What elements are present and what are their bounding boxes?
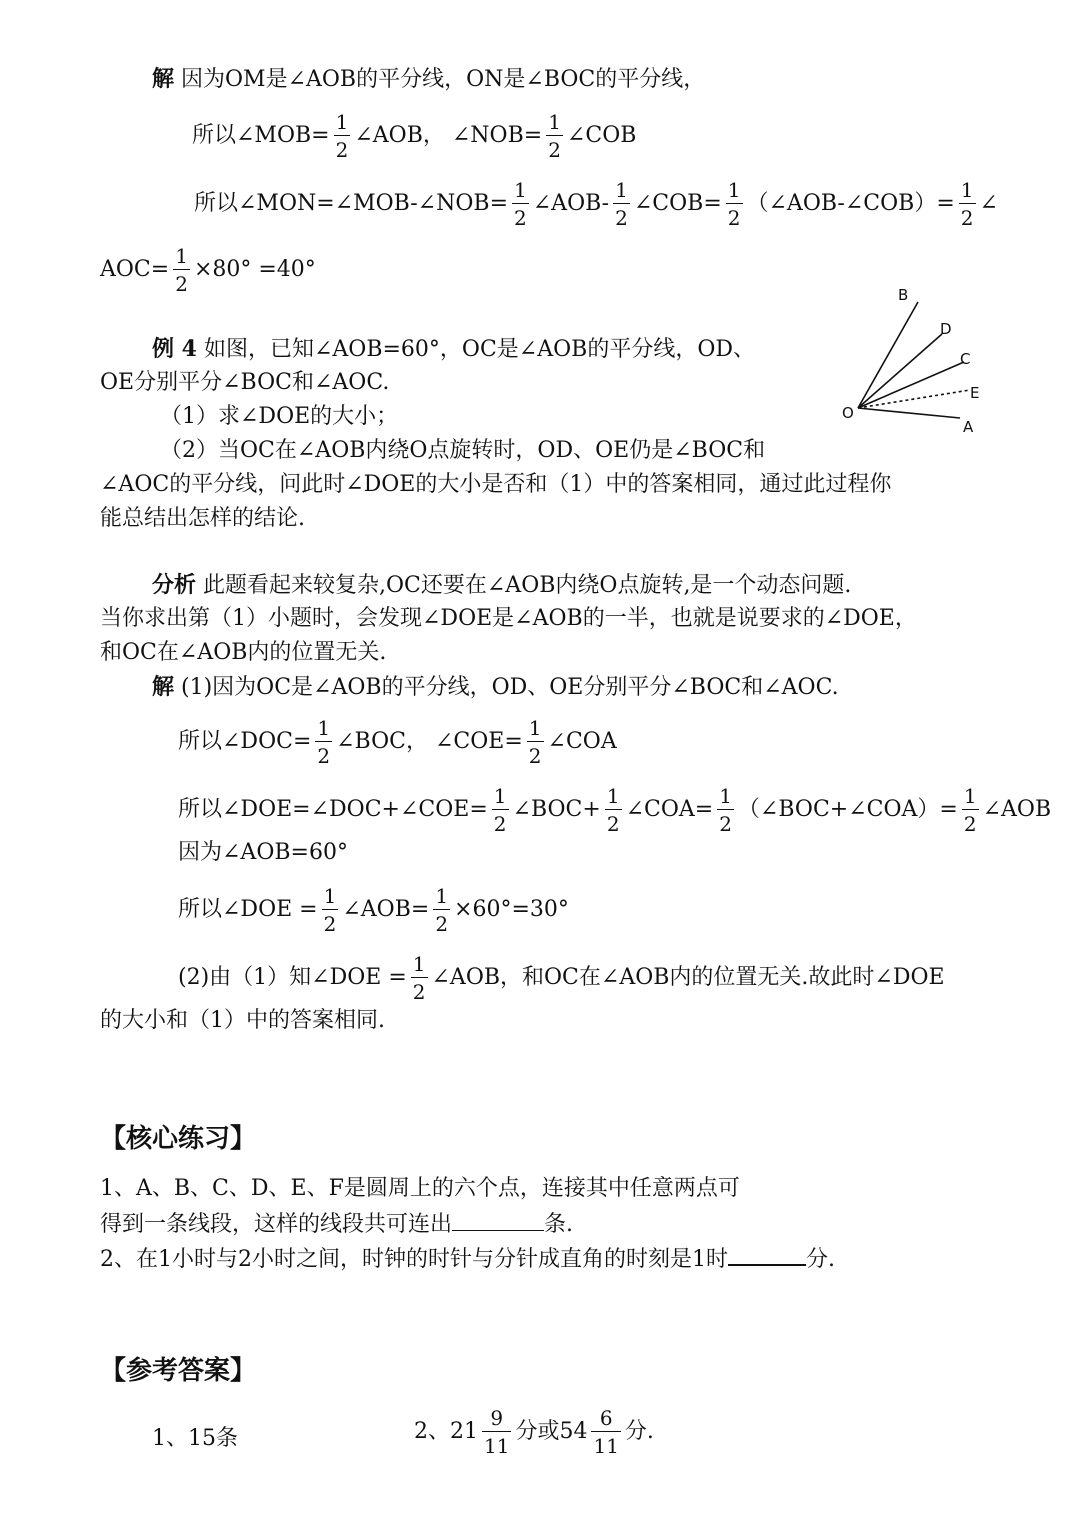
- equation-text: ∠BOC， ∠COE=: [336, 729, 523, 754]
- fraction-half: $\frac{1}{2}$: [514, 178, 527, 230]
- fraction-half: $\frac{1}{2}$: [412, 952, 426, 1004]
- question-2-line-1: （2）当OC在∠AOB内绕O点旋转时，OD、OE仍是∠BOC和: [160, 438, 766, 463]
- ray-ob: [858, 302, 918, 408]
- solution-4-line-4: 因为∠AOB=60°: [178, 840, 348, 865]
- practice-text: 得到一条线段，这样的线段共可连出: [100, 1212, 453, 1237]
- solution-4-line-1: [152, 672, 839, 703]
- answer-text: 2、: [414, 1419, 450, 1444]
- fraction-half: $\frac{1}{2}$: [548, 110, 561, 162]
- solution-label: 解: [152, 66, 175, 92]
- equation-text: 所以∠MON=∠MOB-∠NOB=: [194, 191, 509, 216]
- equation-text: 所以∠DOC=: [178, 729, 312, 754]
- analysis-text: 此题看起来较复杂,OC还要在∠AOB内绕O点旋转,是一个动态问题.: [203, 573, 852, 598]
- practice-1-line-2: [100, 1208, 573, 1240]
- fraction-half: $\frac{1}{2}$: [335, 110, 349, 162]
- question-1: （1）求∠DOE的大小；: [160, 404, 399, 429]
- solution-3-line-1: [152, 64, 705, 95]
- analysis-line-3: 和OC在∠AOB内的位置无关.: [100, 640, 387, 665]
- fraction-half: $\frac{1}{2}$: [528, 716, 542, 768]
- practice-text: 2、在1小时与2小时之间，时钟的时针与分针成直角的时刻是1时: [100, 1247, 728, 1272]
- fraction-half: $\frac{1}{2}$: [435, 884, 449, 936]
- equation-text: （∠AOB-∠COB）=: [746, 191, 955, 216]
- solution-3-line-3: [194, 180, 998, 228]
- answer-2-expression: [414, 1408, 654, 1456]
- solution-4-line-5: [178, 886, 569, 934]
- analysis-line-1: [152, 570, 851, 601]
- fraction-answer: $\frac{9}{11}$: [484, 1406, 510, 1458]
- analysis-label: 分析: [152, 572, 197, 598]
- answers-heading: 【参考答案】: [100, 1356, 257, 1386]
- fraction-half: $\frac{1}{2}$: [606, 784, 620, 836]
- answer-text: 54: [559, 1419, 588, 1444]
- equation-text: ∠AOB，和OC在∠AOB内的位置无关.故此时∠DOE: [431, 965, 945, 990]
- solution-3-line-2: [192, 112, 636, 160]
- label-c: C: [960, 350, 971, 368]
- practice-text: 条.: [544, 1212, 574, 1237]
- equation-text: ∠AOB: [982, 797, 1052, 822]
- equation-text: (2)由（1）知∠DOE =: [178, 965, 407, 990]
- practice-text: 分.: [806, 1247, 835, 1272]
- equation-text: 所以∠MOB=: [192, 123, 330, 148]
- answer-text: 分或: [515, 1419, 560, 1444]
- answer-text: 分.: [624, 1419, 654, 1444]
- equation-text: ∠COB=: [633, 191, 722, 216]
- equation-text: ∠COA: [547, 729, 617, 754]
- label-d: D: [940, 320, 952, 338]
- fraction-half: $\frac{1}{2}$: [317, 716, 331, 768]
- example-4-line-2: OE分别平分∠BOC和∠AOC.: [100, 370, 390, 395]
- equation-text: ∠BOC+: [512, 797, 601, 822]
- equation-text: ×60°=30°: [454, 897, 569, 922]
- solution-label: 解: [152, 674, 175, 700]
- solution-4-line-7: 的大小和（1）中的答案相同.: [100, 1008, 385, 1033]
- equation-text: ∠COA=: [625, 797, 714, 822]
- fraction-half: $\frac{1}{2}$: [963, 784, 977, 836]
- equation-text: ×80° =40°: [193, 257, 316, 282]
- question-2-line-3: 能总结出怎样的结论.: [100, 506, 305, 531]
- equation-text: AOC=: [100, 257, 170, 282]
- example-4-line-1: [152, 334, 755, 365]
- fraction-half: $\frac{1}{2}$: [960, 178, 974, 230]
- example-label: 例 4: [152, 336, 197, 362]
- equation-text: ∠: [979, 191, 998, 216]
- answer-1: 1、15条: [152, 1426, 238, 1451]
- angle-figure: [830, 280, 1000, 440]
- answer-2: [414, 1408, 654, 1456]
- label-a: A: [963, 418, 974, 436]
- equation-text: 所以∠DOE=∠DOC+∠COE=: [178, 797, 488, 822]
- analysis-line-2: 当你求出第（1）小题时，会发现∠DOE是∠AOB的一半，也就是说要求的∠DOE，: [100, 606, 917, 631]
- fraction-half: $\frac{1}{2}$: [727, 178, 741, 230]
- fraction-half: $\frac{1}{2}$: [719, 784, 732, 836]
- answer-blank[interactable]: [728, 1242, 806, 1266]
- fraction-half: $\frac{1}{2}$: [493, 784, 507, 836]
- solution-text: 因为OM是∠AOB的平分线，ON是∠BOC的平分线，: [181, 67, 706, 92]
- practice-heading: 【核心练习】: [100, 1124, 257, 1154]
- answer-text: 21: [450, 1419, 478, 1444]
- answer-blank[interactable]: [452, 1208, 544, 1231]
- equation-text: ∠AOB-: [532, 191, 610, 216]
- example-text: 如图，已知∠AOB=60°，OC是∠AOB的平分线，OD、: [203, 337, 755, 362]
- ray-oa: [858, 408, 960, 418]
- solution-text: (1)因为OC是∠AOB的平分线，OD、OE分别平分∠BOC和∠AOC.: [181, 675, 839, 700]
- solution-3-line-4: [100, 246, 316, 294]
- label-o: O: [842, 404, 854, 422]
- fraction-answer: $\frac{6}{11}$: [593, 1406, 619, 1458]
- equation-text: ∠AOB， ∠NOB=: [354, 123, 543, 148]
- solution-4-line-2: [178, 718, 617, 766]
- label-e: E: [970, 384, 980, 402]
- solution-4-line-6: [178, 954, 945, 1002]
- fraction-half: $\frac{1}{2}$: [175, 244, 188, 296]
- practice-2: [100, 1242, 835, 1275]
- equation-text: 所以∠DOE =: [178, 897, 318, 922]
- fraction-half: $\frac{1}{2}$: [323, 884, 337, 936]
- equation-text: ∠AOB=: [342, 897, 430, 922]
- label-b: B: [898, 286, 909, 304]
- solution-4-line-3: [178, 786, 1051, 834]
- fraction-half: $\frac{1}{2}$: [615, 178, 628, 230]
- practice-1-line-1: 1、A、B、C、D、E、F是圆周上的六个点，连接其中任意两点可: [100, 1176, 740, 1201]
- equation-text: （∠BOC+∠COA）=: [737, 797, 958, 822]
- ray-oc: [858, 362, 964, 408]
- equation-text: ∠COB: [566, 123, 637, 148]
- question-2-line-2: ∠AOC的平分线，问此时∠DOE的大小是否和（1）中的答案相同，通过此过程你: [100, 472, 892, 497]
